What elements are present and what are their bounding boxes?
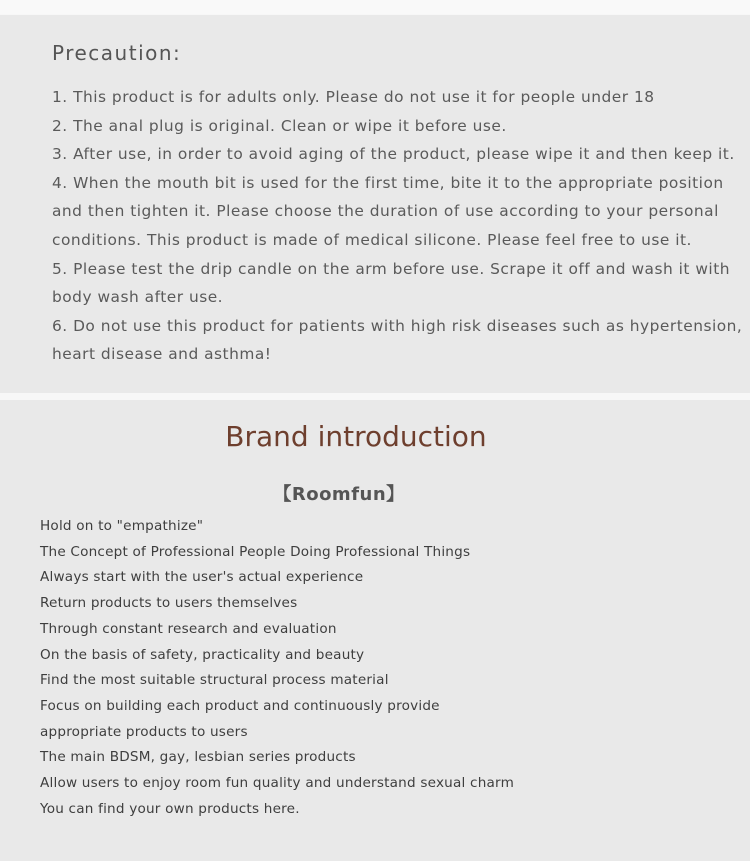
- precaution-item: 1. This product is for adults only. Please do not use it for people under 18: [52, 88, 655, 106]
- brand-line: Focus on building each product and continuously provide appropriate products to users: [40, 697, 440, 740]
- brand-line: Allow users to enjoy room fun quality and understand sexual charm: [40, 775, 515, 792]
- precaution-item: 4. When the mouth bit is used for the first time, bite it to the appropriate position and then tighten it. Please choose the duration of use according to your personal conditions. This product is made of medical silicone. Please feel free to use it.: [52, 173, 724, 249]
- precaution-item: 6. Do not use this product for patients with high risk diseases such as hypertension, heart disease and asthma!: [52, 316, 743, 364]
- precaution-item: 2. The anal plug is original. Clean or wipe it before use.: [52, 116, 507, 135]
- precaution-section: [0, 15, 750, 393]
- brand-line: Through constant research and evaluation: [40, 620, 337, 637]
- brand-line: You can find your own products here.: [40, 800, 300, 817]
- precaution-item: 3. After use, in order to avoid aging of the product, please wipe it and then keep it.: [52, 145, 735, 164]
- brand-name: 【Roomfun】: [273, 484, 405, 505]
- brand-line: Hold on to "empathize": [40, 518, 204, 534]
- brand-line: Always start with the user's actual experience: [40, 569, 364, 586]
- precaution-title: Precaution:: [52, 41, 182, 65]
- brand-description-list: [40, 514, 520, 822]
- brand-line: On the basis of safety, practicality and beauty: [40, 646, 365, 663]
- precaution-list: [52, 83, 744, 369]
- brand-section: [0, 400, 750, 861]
- brand-line: The Concept of Professional People Doing Professional Things: [40, 543, 471, 560]
- top-strip: [0, 0, 750, 14]
- brand-title: Brand introduction: [225, 420, 487, 453]
- precaution-item: 5. Please test the drip candle on the arm before use. Scrape it off and wash it with body wash after use.: [52, 259, 730, 307]
- brand-line: Return products to users themselves: [40, 595, 298, 612]
- brand-line: The main BDSM, gay, lesbian series products: [40, 749, 356, 766]
- brand-line: Find the most suitable structural process material: [40, 672, 389, 689]
